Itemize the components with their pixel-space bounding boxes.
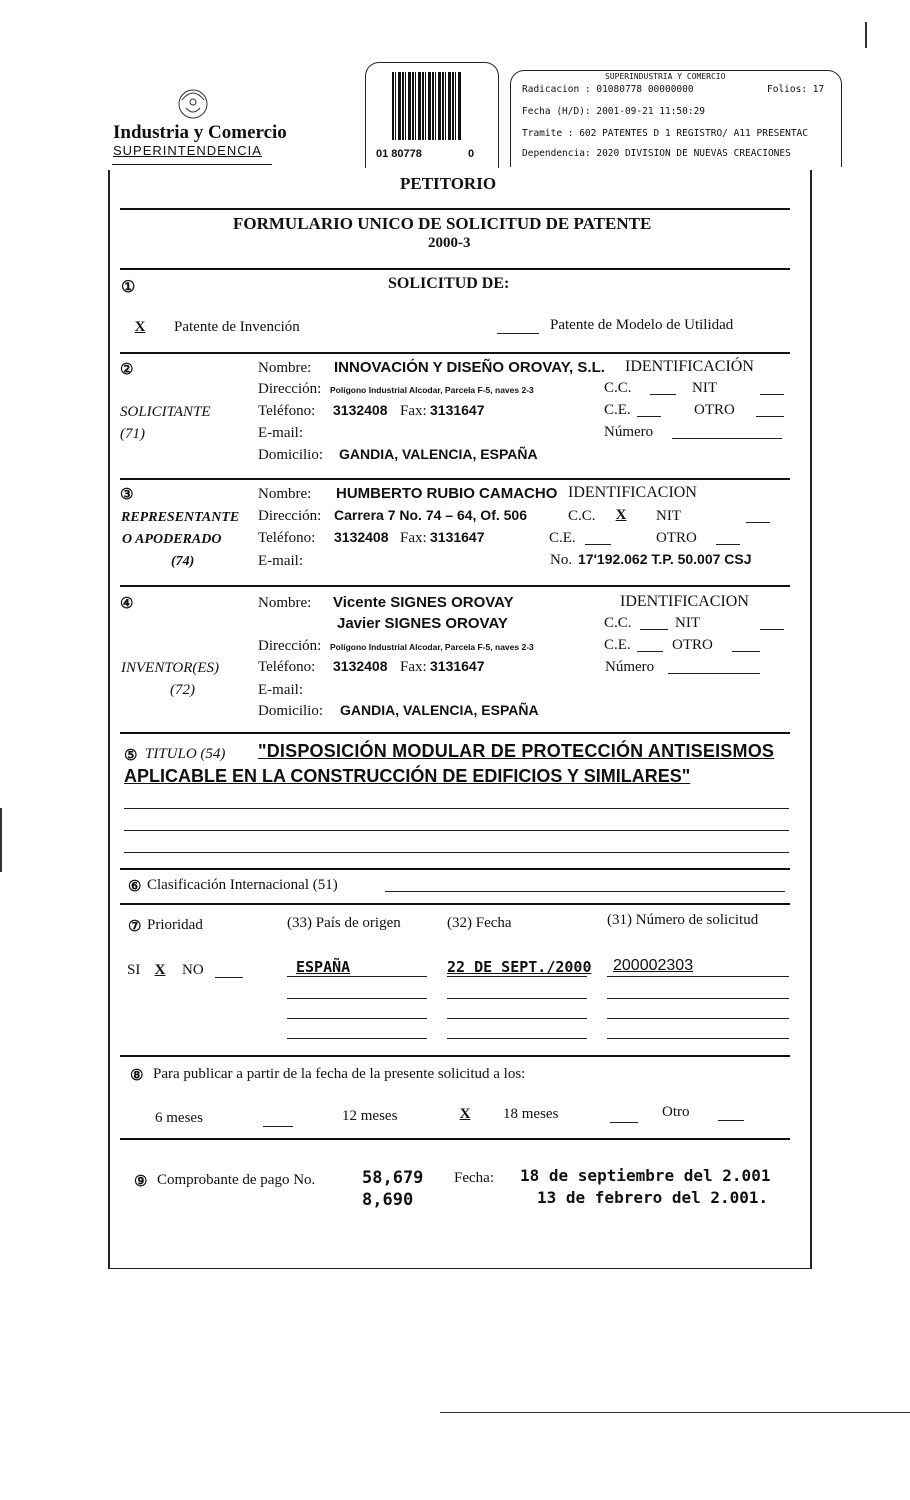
org-subtitle: SUPERINTENDENCIA [113, 143, 262, 158]
apoderado-role-1: REPRESENTANTE [121, 510, 240, 525]
fecha-row-line [447, 998, 587, 999]
solicitante-fax: 3131647 [430, 402, 485, 418]
numero-row-line [607, 1018, 789, 1019]
opt-12-meses-checkbox[interactable]: X [459, 1106, 471, 1122]
nombre-label: Nombre: [258, 595, 312, 611]
telefono-label: Teléfono: [258, 659, 316, 675]
email-label: E-mail: [258, 682, 303, 698]
petitorio-heading: PETITORIO [400, 174, 497, 193]
col-numero-header: (31) Número de solicitud [607, 912, 759, 928]
opt-18-meses-checkbox[interactable] [610, 1122, 638, 1123]
stamp-radicacion: Radicacion : 01080778 00000000 [522, 84, 694, 95]
pais-row-line [287, 976, 427, 977]
section-4-number: ④ [120, 596, 134, 612]
email-label: E-mail: [258, 425, 303, 441]
opt-6-meses-checkbox[interactable] [263, 1126, 293, 1127]
otro-field[interactable] [732, 651, 760, 652]
pago-fecha-1: 18 de septiembre del 2.001 [520, 1166, 771, 1185]
ce-field[interactable] [637, 416, 661, 417]
inventor-direccion: Polígono Industrial Alcodar, Parcela F-5, naves 2-3 [330, 642, 534, 652]
inventor-nombre-1: Vicente SIGNES OROVAY [333, 594, 514, 611]
prioridad-numero: 200002303 [613, 957, 694, 974]
numero-field[interactable] [668, 673, 760, 674]
form-title: FORMULARIO UNICO DE SOLICITUD DE PATENTE [233, 214, 652, 233]
solicitante-direccion: Polígono Industrial Alcodar, Parcela F-5, naves 2-3 [330, 385, 534, 395]
solicitante-nombre: INNOVACIÓN Y DISEÑO OROVAY, S.L. [334, 359, 605, 376]
solicitante-code: (71) [120, 426, 145, 442]
modelo-label: Patente de Modelo de Utilidad [550, 317, 734, 333]
bottom-rule [440, 1412, 910, 1413]
clasificacion-field[interactable] [385, 891, 785, 892]
domicilio-label: Domicilio: [258, 447, 323, 463]
nombre-label: Nombre: [258, 486, 312, 502]
cc-label: C.C. [568, 508, 596, 524]
pago-fecha-2: 13 de febrero del 2.001. [537, 1188, 769, 1207]
pais-row-line [287, 998, 427, 999]
cc-label: C.C. [604, 380, 632, 396]
fax-label: Fax: [400, 530, 427, 546]
nit-field[interactable] [760, 394, 784, 395]
inventor-fax: 3131647 [430, 658, 485, 674]
apoderado-fax: 3131647 [430, 529, 485, 545]
pais-row-line [287, 1018, 427, 1019]
identificacion-title: IDENTIFICACIÓN [625, 358, 754, 375]
inventor-role: INVENTOR(ES) [121, 660, 220, 676]
pais-row-line [287, 1038, 427, 1039]
opt-otro: Otro [662, 1104, 690, 1120]
otro-label: OTRO [656, 530, 697, 546]
apoderado-nombre: HUMBERTO RUBIO CAMACHO [336, 485, 558, 502]
form-code: 2000-3 [428, 235, 471, 251]
apoderado-code: (74) [171, 554, 195, 569]
titulo-line-1: "DISPOSICIÓN MODULAR DE PROTECCIÓN ANTISEISMOS [258, 741, 775, 761]
cc-field[interactable] [650, 394, 676, 395]
identificacion-title: IDENTIFICACION [620, 593, 749, 610]
org-logo [172, 82, 214, 122]
section-9-number: ⑨ [134, 1174, 148, 1190]
cc-checkbox[interactable]: X [615, 507, 627, 523]
ce-label: C.E. [604, 402, 631, 418]
section-5-number: ⑤ [124, 748, 138, 764]
otro-field[interactable] [716, 544, 740, 545]
otro-label: OTRO [694, 402, 735, 418]
ce-label: C.E. [604, 637, 631, 653]
apoderado-role-2: O APODERADO [122, 532, 222, 547]
col-pais-header: (33) País de origen [287, 915, 401, 931]
fecha-label: Fecha: [454, 1170, 494, 1186]
ce-field[interactable] [637, 651, 663, 652]
invencion-checkbox[interactable]: X [134, 319, 146, 335]
stamp-dependencia: Dependencia: 2020 DIVISION DE NUEVAS CREACIONES [522, 148, 791, 159]
section-2-number: ② [120, 362, 134, 378]
apoderado-telefono: 3132408 [334, 529, 389, 545]
domicilio-label: Domicilio: [258, 703, 323, 719]
section-8-number: ⑧ [130, 1068, 144, 1084]
fax-label: Fax: [400, 659, 427, 675]
section-6-number: ⑥ [128, 879, 142, 895]
stamp-folios: Folios: 17 [767, 84, 825, 95]
inventor-domicilio: GANDIA, VALENCIA, ESPAÑA [340, 702, 539, 718]
nit-label: NIT [656, 508, 681, 524]
numero-row-line [607, 1038, 789, 1039]
email-label: E-mail: [258, 553, 303, 569]
numero-label: Número [605, 659, 655, 675]
titulo-line-2: APLICABLE EN LA CONSTRUCCIÓN DE EDIFICIOS Y SIMILARES" [124, 766, 691, 786]
telefono-label: Teléfono: [258, 403, 316, 419]
fecha-row-line [447, 1038, 587, 1039]
ce-label: C.E. [549, 530, 576, 546]
solicitante-telefono: 3132408 [333, 402, 388, 418]
modelo-checkbox[interactable] [497, 333, 539, 334]
solicitante-domicilio: GANDIA, VALENCIA, ESPAÑA [339, 446, 538, 462]
pago-2: 8,690 [362, 1190, 414, 1210]
direccion-label: Dirección: [258, 381, 322, 397]
titulo-blank-line [124, 852, 789, 853]
cc-field[interactable] [640, 629, 668, 630]
numero-field[interactable] [672, 438, 782, 439]
numero-row-line [607, 976, 789, 977]
numero-row-line [607, 998, 789, 999]
titulo-label: TITULO (54) [145, 746, 226, 762]
section-7-number: ⑦ [128, 919, 142, 935]
barcode-image [392, 72, 462, 140]
pago-1: 58,679 [362, 1168, 424, 1188]
prioridad-label: Prioridad [147, 917, 203, 933]
apoderado-direccion: Carrera 7 No. 74 – 64, Of. 506 [334, 507, 527, 523]
nit-label: NIT [675, 615, 700, 631]
inventor-code: (72) [170, 682, 195, 698]
stamp-fecha: Fecha (H/D): 2001-09-21 11:50:29 [522, 106, 706, 117]
si-label: SI [127, 962, 141, 978]
stamp-tramite: Tramite : 602 PATENTES D 1 REGISTRO/ A11 PRESENTAC [522, 128, 808, 139]
opt-otro-field[interactable] [718, 1120, 744, 1121]
opt-6-meses: 6 meses [155, 1110, 203, 1126]
margin-mark [0, 808, 2, 872]
nit-field[interactable] [760, 629, 784, 630]
identificacion-title: IDENTIFICACION [568, 484, 697, 501]
apoderado-numero: 17'192.062 T.P. 50.007 CSJ [578, 551, 752, 567]
section-1-title: SOLICITUD DE: [388, 275, 510, 292]
nit-label: NIT [692, 380, 717, 396]
no-label: NO [182, 962, 204, 978]
solicitante-role: SOLICITANTE [120, 404, 211, 420]
prioridad-fecha: 22 DE SEPT./2000 [447, 958, 592, 976]
si-checkbox[interactable]: X [154, 962, 166, 978]
stamp-top: SUPERINDUSTRIA Y COMERCIO [605, 72, 726, 81]
inventor-telefono: 3132408 [333, 658, 388, 674]
titulo-blank-line [124, 830, 789, 831]
section-1-number: ① [121, 279, 136, 296]
cc-label: C.C. [604, 615, 632, 631]
fax-label: Fax: [400, 403, 427, 419]
no-checkbox[interactable] [215, 977, 243, 978]
barcode-suffix: 0 [468, 148, 475, 160]
nombre-label: Nombre: [258, 360, 312, 376]
otro-label: OTRO [672, 637, 713, 653]
col-fecha-header: (32) Fecha [447, 915, 512, 931]
fecha-row-line [447, 1018, 587, 1019]
telefono-label: Teléfono: [258, 530, 316, 546]
section-3-number: ③ [120, 487, 134, 503]
nit-field[interactable] [746, 522, 770, 523]
inventor-nombre-2: Javier SIGNES OROVAY [337, 615, 508, 632]
opt-12-meses: 12 meses [342, 1108, 398, 1124]
barcode-number: 01 80778 [376, 148, 422, 160]
opt-18-meses: 18 meses [503, 1106, 559, 1122]
ce-field[interactable] [585, 544, 611, 545]
numero-label: Número [604, 424, 654, 440]
publicar-label: Para publicar a partir de la fecha de la presente solicitud a los: [153, 1066, 526, 1082]
numero-prefix: No. [550, 552, 573, 568]
org-name: Industria y Comercio [113, 122, 287, 143]
direccion-label: Dirección: [258, 508, 322, 524]
otro-field[interactable] [756, 416, 784, 417]
margin-mark [865, 22, 867, 48]
invencion-label: Patente de Invención [174, 319, 300, 335]
direccion-label: Dirección: [258, 638, 322, 654]
prioridad-pais: ESPAÑA [296, 958, 351, 976]
fecha-row-line [447, 976, 587, 977]
comprobante-label: Comprobante de pago No. [157, 1172, 316, 1188]
clasificacion-label: Clasificación Internacional (51) [147, 877, 338, 893]
titulo-blank-line [124, 808, 789, 809]
